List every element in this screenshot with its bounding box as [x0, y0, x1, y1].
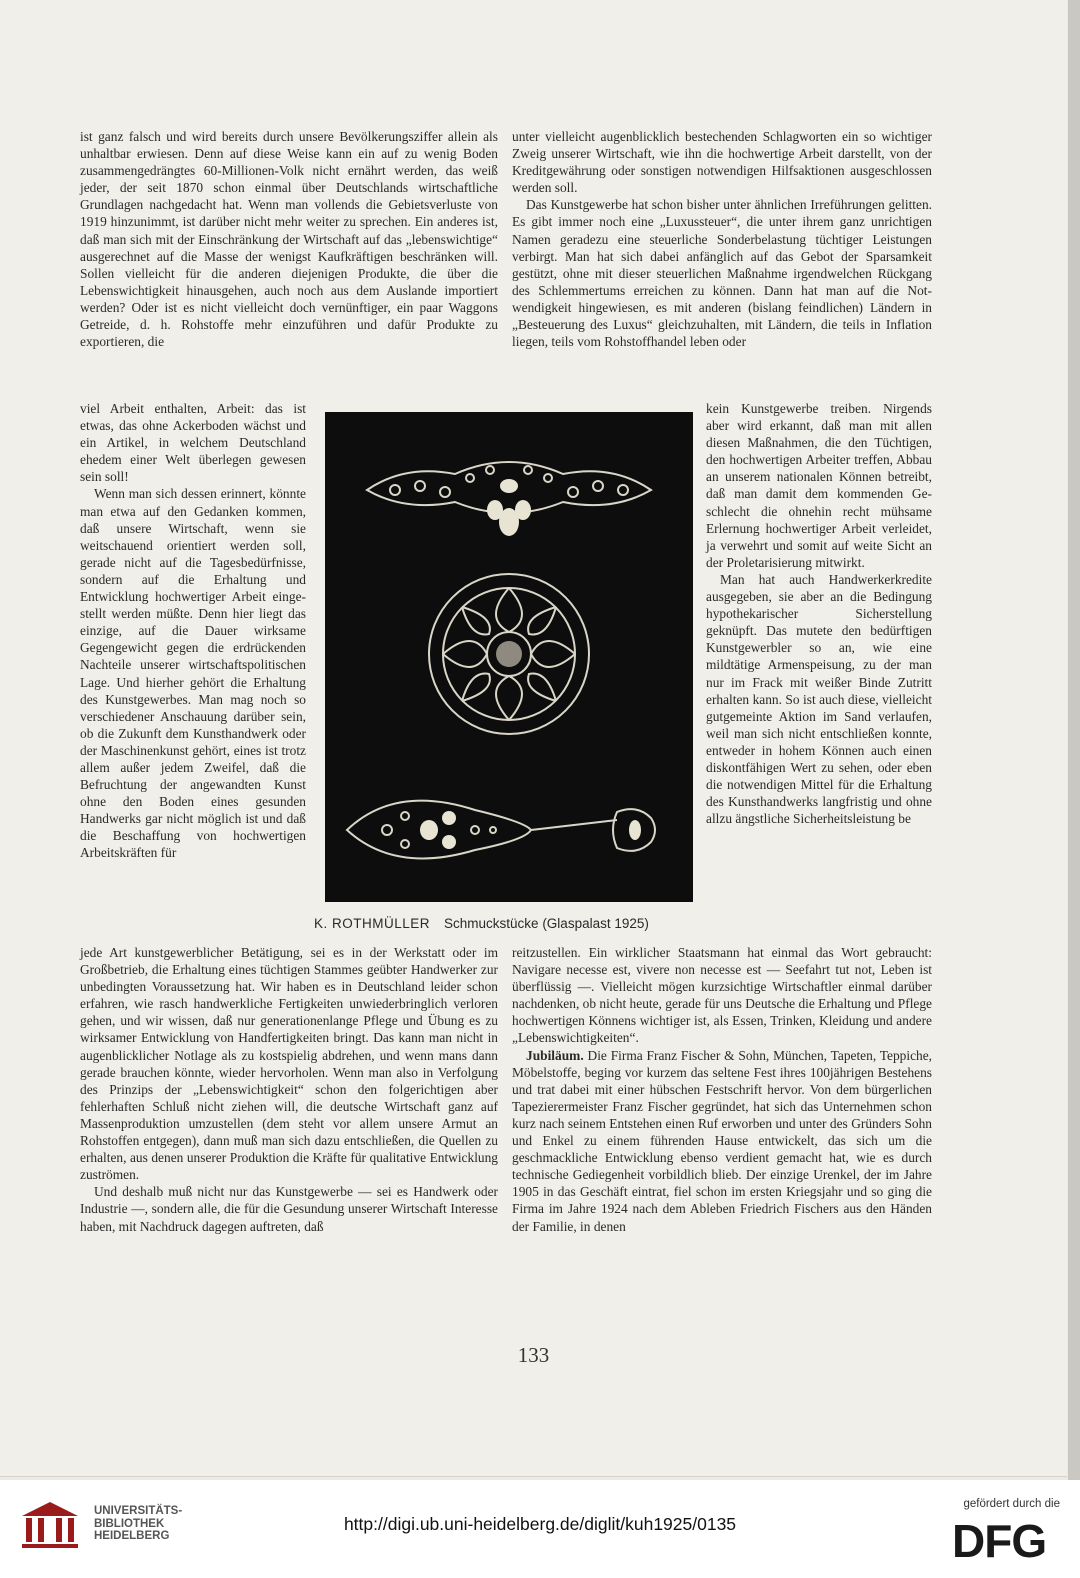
- paragraph: ist ganz falsch und wird bereits durch unsere Bevölkerungsziffer allein als unhaltbar erwiesen. Denn auf diese Weise kann ein auf zu wenig Boden zusammengedrängtes 60-Millionen-Volk nicht ernährt werden, das weiß jeder, der seit 1870 schon einmal über Deutschlands wirtschaftliche Grundlagen nachgedacht hat. Wenn man vollends die Gebietsverluste von 1919 hinzunimmt, ist darüber nicht mehr weiter zu sprechen. Ein anderes ist, daß man sich mit der Einschränkung der Wirtschaft auf das „lebenswichtige“ ausgerechnet auf die Masse der wenigst Kaufkräftigen beschränken will. Sollen vielleicht für die anderen diejenigen Produkte, die über die Lebenswichtigkeit hinausgehen, auch noch aus dem Auslande importiert werden? Oder ist es nicht vielleicht doch vernünftiger, ein paar Waggons Getreide, d. h. Rohstoffe mehr einzuführen und dafür Produkte zu exportieren, die: [80, 129, 498, 350]
- paragraph: unter vielleicht augenblicklich bestechenden Schlagworten ein so wichtiger Zweig unserer Wirtschaft, wie ihn die hochwertige Arbeit darstellt, von der Kreditgewährung oder sonstigen notwendigen Hilfsaktionen ausgeschlossen werden soll.: [512, 129, 932, 196]
- caption-artist: K. ROTHMÜLLER: [314, 916, 431, 931]
- paragraph: Man hat auch Handwerkerkredite ausgegeben, sie aber an die Bedingung hypothekarischer Sicherstellung geknüpft. Das mutete den bedürftigen Kunstgewerbler so an, wie eine mildtätige Armenspeisung, zu der man nur im Frack mit weißer Binde Zutritt erhalten kann. So ist auch diese, vielleicht gutgemeinte Aktion im Sand verlaufen, weil man sich nicht entschließen konnte, entweder in hohem Können auch einen diskontfähigen Wert zu sehen, oder eben die notwendigen Mittel für die Erhaltung des Kunsthandwerks langfristig und ohne allzu ängstliche Sicherheitsleistung be: [706, 571, 932, 827]
- jubilaeum-text: Die Firma Franz Fischer & Sohn, München, Tapeten, Teppiche, Möbelstoffe, beging vor kurzem das seltene Fest ihres 100jährigen Bestehens und trat dabei mit einer hübschen Festschrift hervor. Von dem bürgerlichen Tapezierermeister Franz Fischer gegründet, hat sich das Unternehmen schon kurz nach seinem Entstehen einen Ruf erworben und unter des Gründers Sohn und Enkel zu einem führenden Hause entwickelt, das sich um die geschmackliche Entwicklung ebenso verdient gemacht hat, wie es durch technische Gediegenheit vorbildlich blieb. Der einzige Urenkel, der im Jahre 1905 in das Geschäft eintrat, fiel schon im ersten Kriegsjahr und so ging die Firma im Jahre 1924 nach dem Ableben Friedrich Fischers aus den Händen der Familie, in denen: [512, 1047, 932, 1234]
- caption-title: Schmuckstücke (Glaspalast 1925): [444, 916, 649, 931]
- paragraph: jede Art kunstgewerblicher Betätigung, sei es in der Werkstatt oder im Großbetrieb, die Erhaltung eines tüchtigen Stammes geübter Handwerker zur unbedingten Voraussetzung hat. Wir haben es in Deutschland leider schon erfahren, wie rasch handwerkliche Fertigkeiten unwiederbringlich verloren gehen, und wir wissen, daß nur generationenlange Pflege und Übung es zu wirksamer Entwicklung von Handfertigkeiten bringt. Das kann man nicht in augenblicklicher Notlage als zu kostspielig abdrehen, und wenn mans dann gerade brauchen könnte, wieder hervorholen. Wenn man also in Verfolgung des Prinzips der „Lebenswichtigkeit“ schon den folgerichtigen aber fehlerhaften Schluß nicht ziehen will, die deutsche Wirtschaft ganz auf Massenproduktion umzustellen (dem steht vor allem unsere Armut an Rohstoffen entgegen), dann muß man sich dazu entschließen, die Quellen zu erhalten, aus denen unserer Produktion die Kräfte für qualitative Entwicklung zuströmen.: [80, 945, 498, 1183]
- paragraph: Und deshalb muß nicht nur das Kunstgewerbe — sei es Handwerk oder Industrie —, sondern alle, die für die Gesundung unserer Wirtschaft Interesse haben, mit Nachdruck dagegen auftreten, daß: [80, 1184, 498, 1234]
- viewer-footer: [0, 1480, 1080, 1578]
- right-column-top: [512, 128, 932, 350]
- library-name-line: UNIVERSITÄTS-: [94, 1505, 183, 1517]
- paragraph: viel Arbeit enthalten, Arbeit: das ist etwas, das ohne Ackerboden wächst und ein Artikel, in welchem Deutschland ehedem einer Welt überlegen gewesen sein soll!: [80, 401, 306, 485]
- left-column-bottom: [80, 944, 498, 1235]
- left-column-wrap: [80, 400, 306, 862]
- paragraph: Das Kunstgewerbe hat schon bisher unter ähnlichen Irreführungen gelitten. Es gibt immer noch eine „Luxussteuer“, die unter ihrem ganz unrichtigen Namen geradezu eine steuerliche Sonderbelastung tüchtiger Leistungen verbirgt. Man hat sich dabei anfänglich auf das Gebot der Sparsamkeit gestützt, ohne mit dieser steuerlichen Maßnahme irgendwelchen Rückgang des Schlemmertums erreichen zu können. Dann hat man auf die Notwendigkeit hingewiesen, es mit anderen (bislang feindlichen) Ländern in „Besteuerung des Luxus“ gleichzuhalten, mit Ländern, die teils in Inflation liegen, teils vom Rohstoffhandel leben oder: [512, 197, 932, 350]
- dfg-logo[interactable]: DFG: [952, 1515, 1047, 1567]
- right-column-bottom: [512, 944, 932, 1235]
- funded-by-label: gefördert durch die: [963, 1498, 1060, 1510]
- permalink-url[interactable]: http://digi.ub.uni-heidelberg.de/diglit/kuh1925/0135: [343, 1514, 737, 1534]
- figure-caption: [314, 916, 696, 931]
- left-column-top: [80, 128, 498, 350]
- page-edge: [1068, 0, 1080, 1480]
- paragraph: reitzustellen. Ein wirklicher Staatsmann hat einmal das Wort gebraucht: Navigare necesse est, vivere non necesse est — Seefahrt tut not, Leben ist überflüssig —. Vielleicht mögen kurzsichtige Wirtschaftler einmal darüber nachdenken, ob nicht heute, gerade für uns Deutsche die Erhaltung und Pflege hochwertigen Könnens wichtiger ist, als Essen, Trinken, Kleidung und andere „Lebenswichtigkeiten“.: [512, 945, 932, 1046]
- pendant-brooch-icon: [347, 801, 655, 859]
- jewelry-photograph: [325, 412, 693, 902]
- right-column-wrap: [706, 400, 932, 827]
- library-name-line: BIBLIOTHEK: [94, 1517, 165, 1530]
- paragraph: Wenn man sich dessen erinnert, könnte man etwa auf den Gedanken kommen, daß unsere Wirtschaft, wenn sie weitschauend orientiert werden soll, gerade nicht auf die Tagesbedürfnisse, sondern auf die Erhaltung und Entwicklung hochwertiger Arbeit eingestellt werden müßte. Denn hier liegt das einzige, auf die Dauer wirksame Gegengewicht gegen die erdrückenden Nachteile unserer wirtschaftspolitischen Lage. Und hierher gehört die Erhaltung des Kunstgewerbes. Man mag noch so verschiedener Anschauung darüber sein, ob die Zukunft dem Kunsthandwerk oder der Maschinenkunst gehört, eines ist trotz allem außer jedem Zweifel, daß die Befruchtung der angewandten Kunst ohne den Boden eines gesunden Handwerks gar nicht möglich ist und daß die Beschaffung von hochwertigen Arbeitskräften für: [80, 486, 306, 861]
- jewelry-illustration: [325, 412, 693, 902]
- jubilaeum-paragraph: [512, 1047, 932, 1235]
- jubilaeum-heading: Jubiläum.: [526, 1047, 584, 1063]
- paragraph: kein Kunstgewerbe treiben. Nirgends aber wird erkannt, daß man mit allen diesen Maßnahmen, die den Tüchtigen, den hochwertigen Arbeiter treffen, Abbau an unserem nationalen Können betreibt, daß man damit dem kommenden Geschlecht die ohnehin recht mühsame Erlernung hochwertiger Arbeit verleidet, ja verwehrt und somit auf weite Sicht an der Proletarisierung mitwirkt.: [706, 401, 932, 570]
- library-name-line: HEIDELBERG: [94, 1530, 170, 1542]
- page-number: 133: [517, 1343, 550, 1367]
